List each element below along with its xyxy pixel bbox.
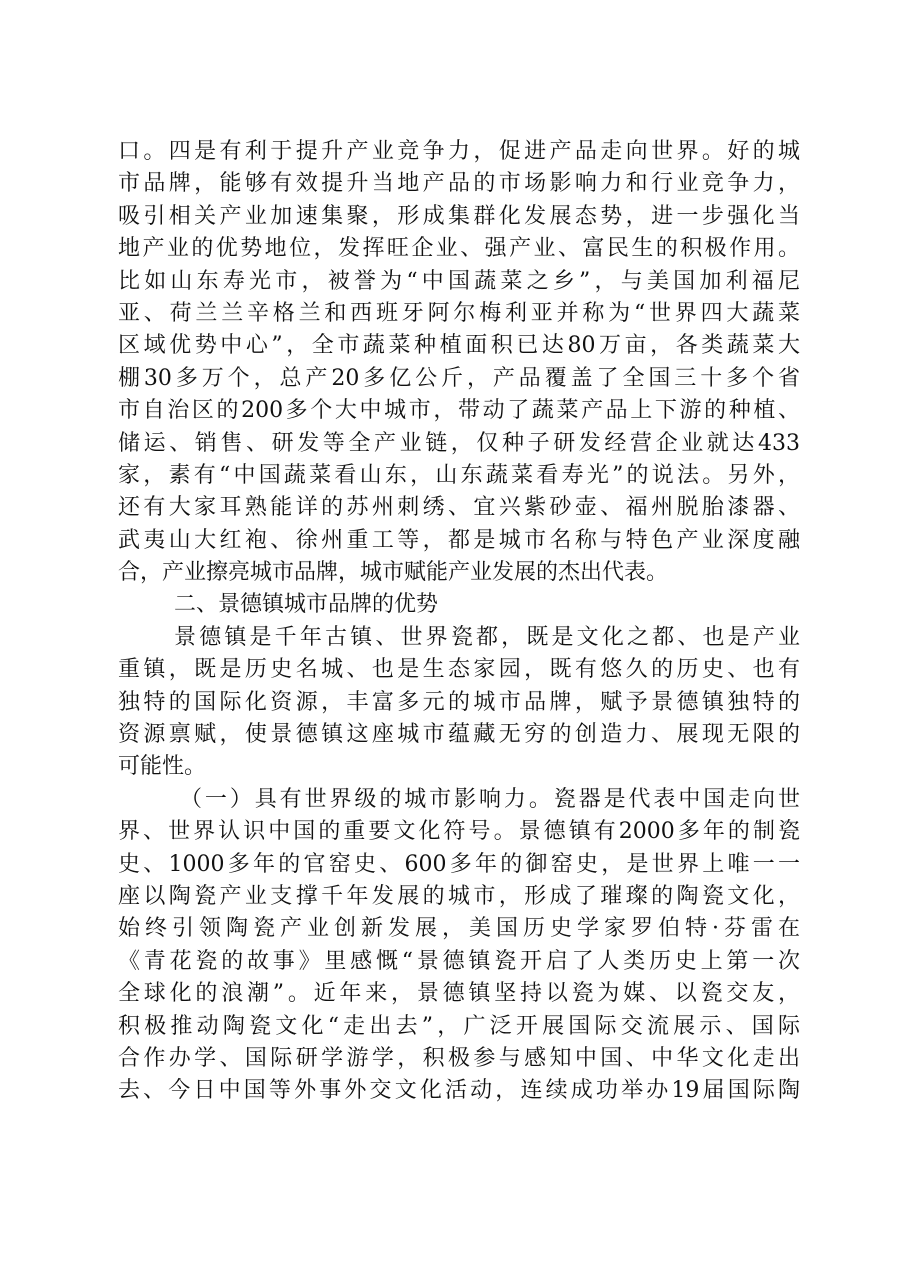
section-heading: 二、景德镇城市品牌的优势: [174, 592, 439, 618]
text-line: 棚30多万个，总产20多亿公斤，产品覆盖了全国三十多个省: [118, 365, 800, 391]
text-line: 独特的国际化资源，丰富多元的城市品牌，赋予景德镇独特的: [118, 689, 800, 715]
subsection-heading-line: （一）具有世界级的城市影响力。瓷器是代表中国走向世: [180, 786, 800, 812]
text-line: 地产业的优势地位，发挥旺企业、强产业、富民生的积极作用。: [118, 236, 800, 262]
text-line: 可能性。: [118, 754, 207, 780]
text-line: 储运、销售、研发等全产业链，仅种子研发经营企业就达433: [118, 430, 800, 456]
text-line: 区域优势中心”，全市蔬菜种植面积已达80万亩，各类蔬菜大: [118, 333, 800, 359]
text-line: 资源禀赋，使景德镇这座城市蕴藏无穷的创造力、展现无限的: [118, 722, 800, 748]
text-line: 亚、荷兰兰辛格兰和西班牙阿尔梅利亚并称为“世界四大蔬菜: [118, 300, 800, 326]
text-line: 《青花瓷的故事》里感慨“景德镇瓷开启了人类历史上第一次: [118, 948, 800, 974]
text-line: 始终引领陶瓷产业创新发展，美国历史学家罗伯特·芬雷在: [118, 916, 800, 942]
text-line: 武夷山大红袍、徐州重工等，都是城市名称与特色产业深度融: [118, 527, 800, 553]
text-line: 重镇，既是历史名城、也是生态家园，既有悠久的历史、也有: [118, 657, 800, 683]
text-line: 还有大家耳熟能详的苏州刺绣、宜兴紫砂壶、福州脱胎漆器、: [118, 495, 800, 521]
text-line: 史、1000多年的官窑史、600多年的御窑史，是世界上唯一一: [118, 851, 800, 877]
text-line: 景德镇是千年古镇、世界瓷都，既是文化之都、也是产业: [174, 624, 800, 650]
text-line: 合，产业擦亮城市品牌，城市赋能产业发展的杰出代表。: [118, 560, 669, 586]
text-line: 口。四是有利于提升产业竞争力，促进产品走向世界。好的城: [118, 139, 800, 164]
text-line: 界、世界认识中国的重要文化符号。景德镇有2000多年的制瓷: [118, 819, 800, 845]
text-line: 比如山东寿光市，被誉为“中国蔬菜之乡”，与美国加利福尼: [118, 268, 800, 294]
text-line: 吸引相关产业加速集聚，形成集群化发展态势，进一步强化当: [118, 203, 800, 229]
text-line: 市品牌，能够有效提升当地产品的市场影响力和行业竞争力，: [118, 171, 800, 197]
text-line: 市自治区的200多个大中城市，带动了蔬菜产品上下游的种植、: [118, 398, 800, 424]
text-line: 座以陶瓷产业支撑千年发展的城市，形成了璀璨的陶瓷文化，: [118, 883, 800, 909]
text-line: 去、今日中国等外事外交文化活动，连续成功举办19届国际陶: [118, 1078, 800, 1104]
text-line: 家，素有“中国蔬菜看山东，山东蔬菜看寿光”的说法。另外，: [118, 462, 800, 488]
text-line: 积极推动陶瓷文化“走出去”，广泛开展国际交流展示、国际: [118, 1013, 800, 1039]
text-line: 全球化的浪潮”。近年来，景德镇坚持以瓷为媒、以瓷交友，: [118, 981, 800, 1007]
text-line: 合作办学、国际研学游学，积极参与感知中国、中华文化走出: [118, 1045, 800, 1071]
document-body: [118, 136, 800, 1108]
